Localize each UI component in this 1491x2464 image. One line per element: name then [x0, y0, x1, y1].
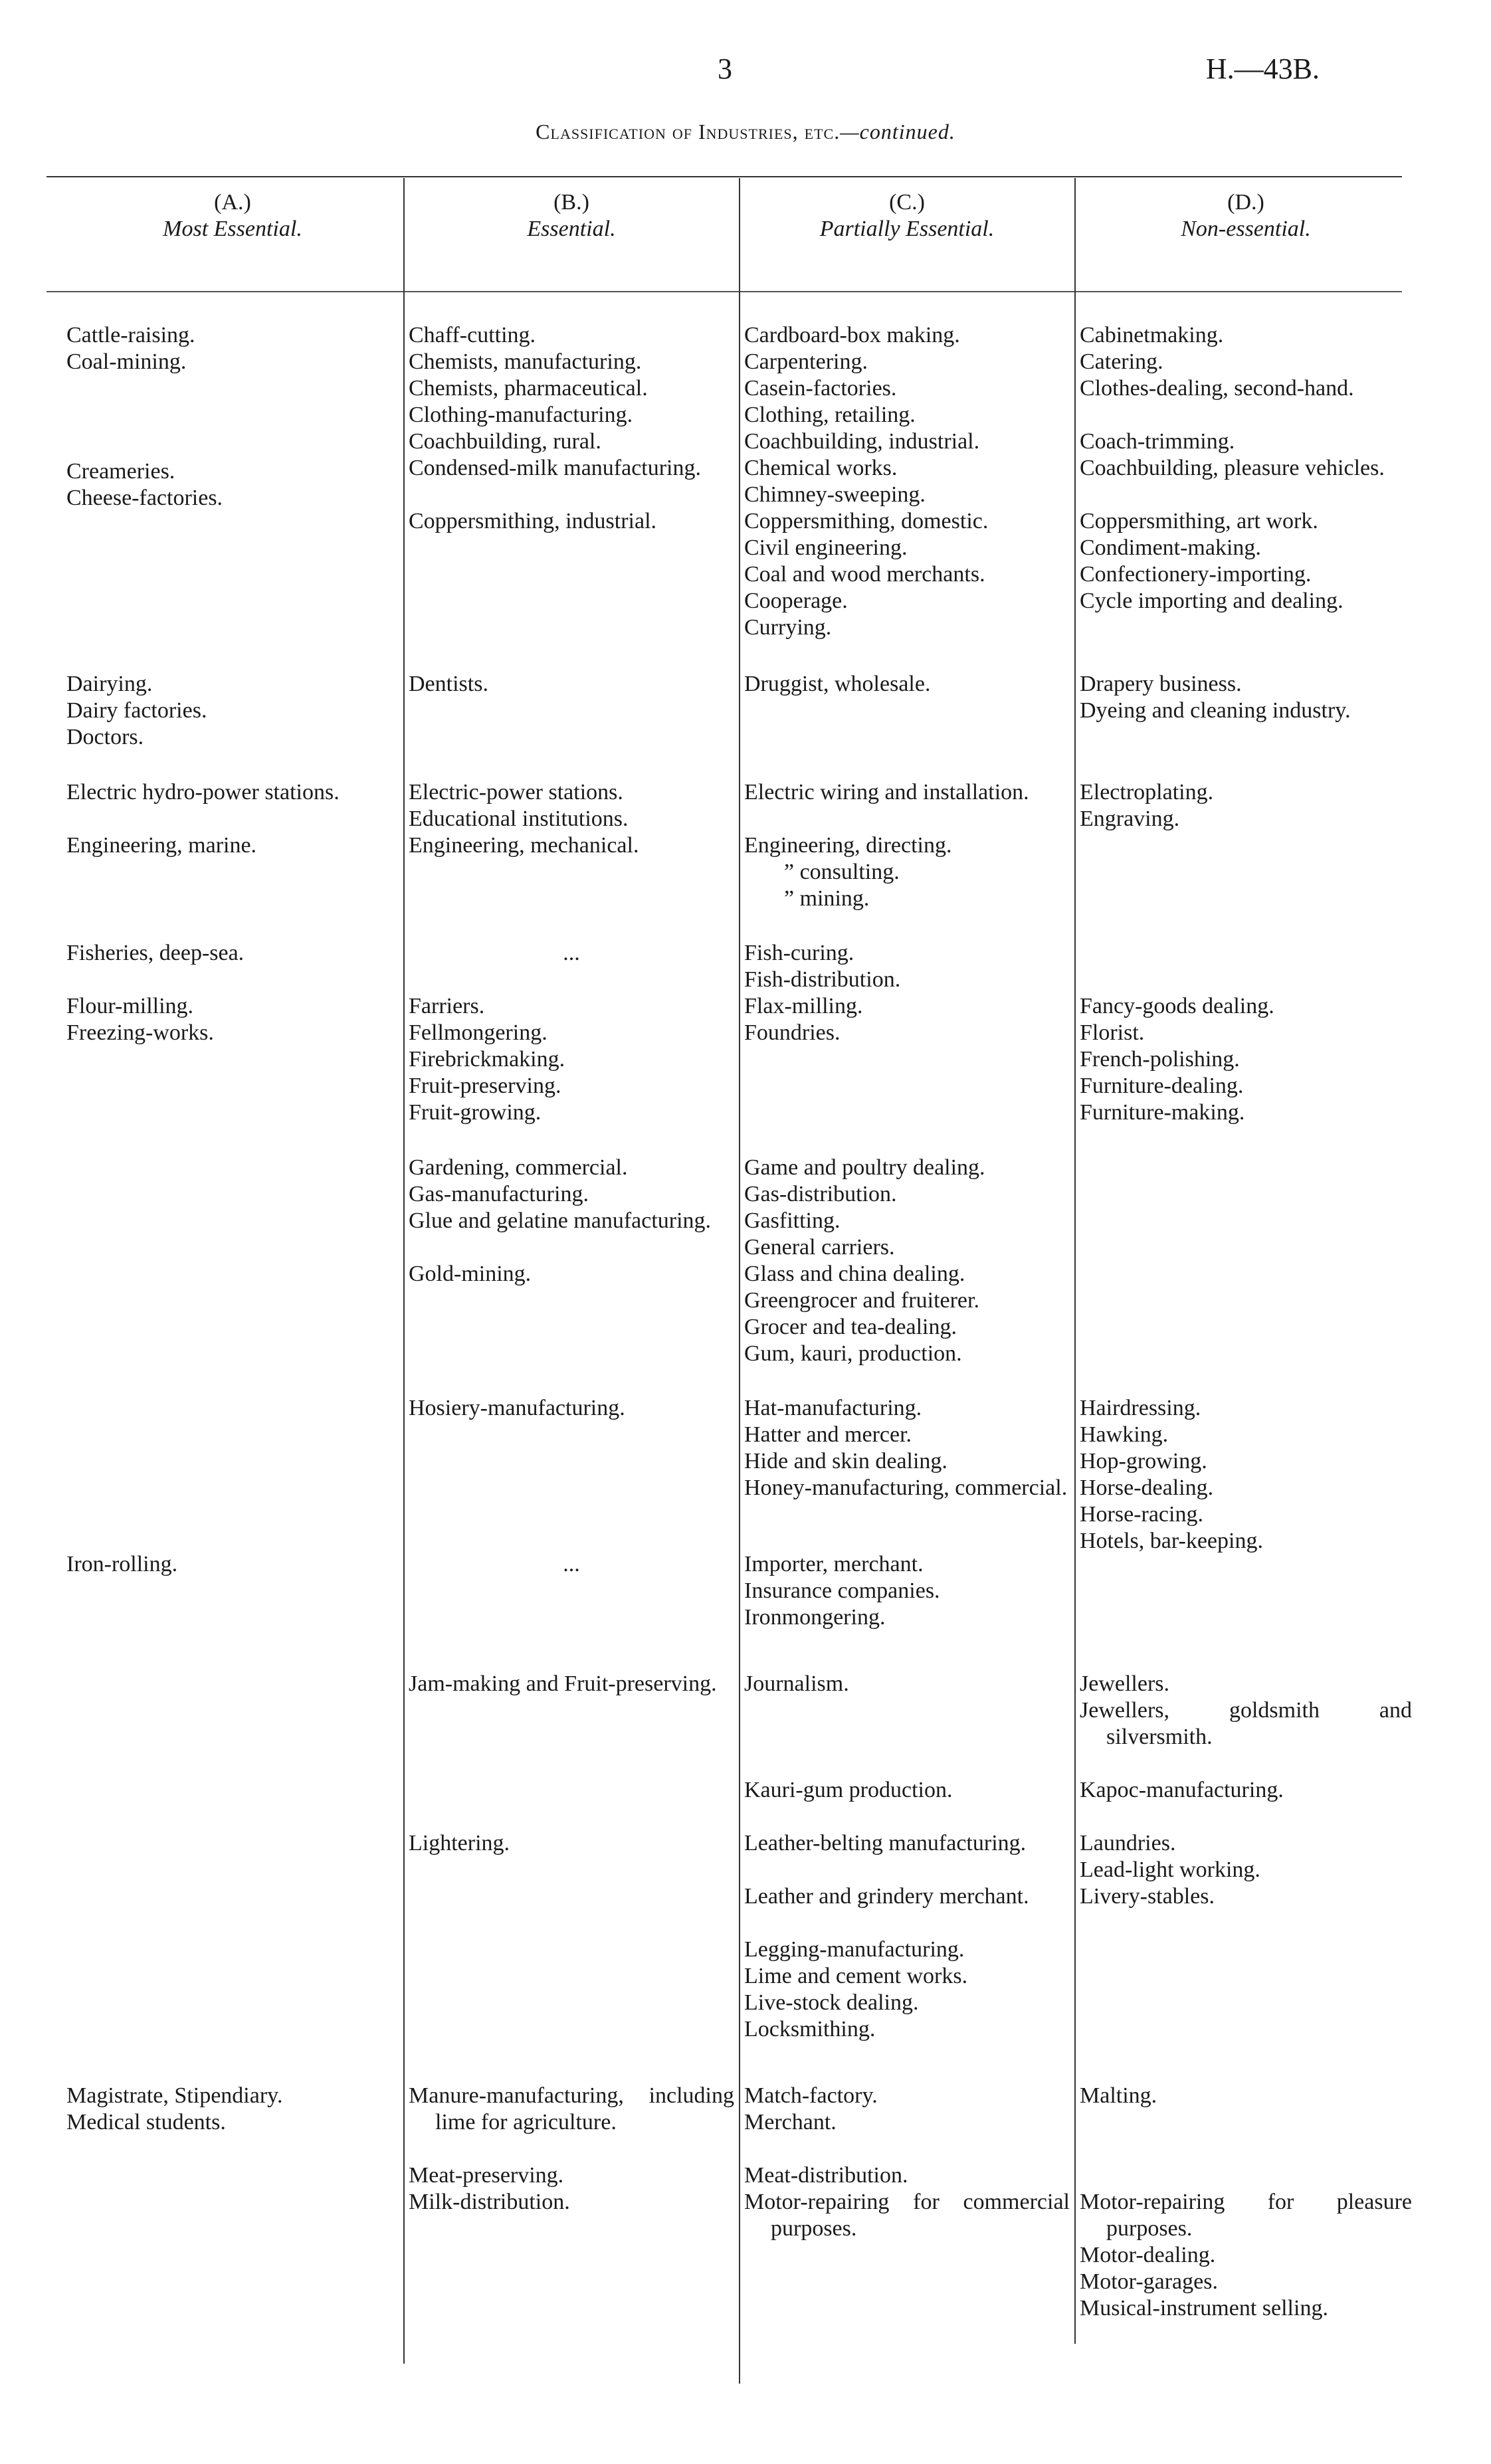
list-item: Malting. [1080, 2083, 1157, 2108]
column-header [66, 189, 399, 296]
list-item: Coppersmithing, art work. [1080, 509, 1318, 533]
list-item: Hat-manufacturing. [744, 1396, 922, 1420]
column-letter: (D.) [1227, 190, 1264, 215]
list-item: Chemists, pharmaceutical. [409, 376, 648, 401]
list-item: Flax-milling. [744, 994, 863, 1018]
list-item: Confectionery-importing. [1080, 562, 1312, 587]
list-item: Coachbuilding, pleasure vehicles. [1080, 456, 1385, 480]
column-divider-2 [739, 178, 740, 2384]
column-letter: (A.) [214, 190, 251, 215]
list-item: Hide and skin dealing. [744, 1449, 947, 1473]
list-item: Educational institutions. [409, 806, 629, 831]
top-rule [47, 176, 1402, 177]
list-item: Fancy-goods dealing. [1080, 994, 1274, 1018]
list-item: Coppersmithing, domestic. [744, 509, 989, 533]
page-number: 3 [718, 52, 732, 85]
list-item: Farriers. [409, 994, 485, 1018]
list-item: Catering. [1080, 349, 1163, 374]
list-item: Gum, kauri, production. [744, 1341, 962, 1366]
column-letter: (B.) [553, 190, 589, 215]
list-item: Locksmithing. [744, 2017, 876, 2041]
column-c [744, 189, 1070, 2241]
list-item: Hotels, bar-keeping. [1080, 1529, 1263, 1553]
list-item: ... [563, 941, 580, 965]
list-item: Motor-repairing for commercial purposes. [744, 2190, 1070, 2241]
list-item: Cattle-raising. [66, 323, 195, 347]
list-item: Electric hydro-power stations. [66, 780, 340, 805]
list-item: Hosiery-manufacturing. [409, 1396, 625, 1420]
list-item: Engraving. [1080, 806, 1180, 831]
list-item: Coachbuilding, rural. [409, 429, 601, 454]
list-item: Engineering, marine. [66, 833, 257, 858]
list-item: Hairdressing. [1080, 1396, 1201, 1420]
list-item: Merchant. [744, 2110, 837, 2134]
list-item: Ironmongering. [744, 1605, 886, 1630]
list-item: Civil engineering. [744, 535, 908, 560]
list-item: Journalism. [744, 1671, 849, 1696]
list-item: Casein-factories. [744, 376, 897, 401]
list-item: Honey-manufacturing, commercial. [744, 1475, 1068, 1500]
list-item: Gasfitting. [744, 1208, 841, 1233]
list-item: Leather and grindery merchant. [744, 1884, 1029, 1909]
list-item: Dentists. [409, 672, 488, 696]
list-item: Magistrate, Stipendiary. [66, 2083, 283, 2108]
list-item: Legging-manufacturing. [744, 1937, 965, 1962]
list-item: Medical students. [66, 2110, 226, 2134]
column-label: Essential. [527, 217, 616, 241]
list-item: Gardening, commercial. [409, 1155, 628, 1180]
list-item: Laundries. [1080, 1831, 1176, 1855]
list-item: Carpentering. [744, 349, 868, 374]
column-label: Partially Essential. [819, 217, 995, 241]
list-item: Meat-distribution. [744, 2163, 908, 2188]
list-item: ... [563, 1552, 580, 1576]
list-item: Hatter and mercer. [744, 1422, 912, 1447]
list-item: Motor-repairing for pleasure purposes. [1080, 2190, 1412, 2241]
list-item: Chimney-sweeping. [744, 482, 926, 507]
column-d [1080, 189, 1412, 2321]
list-item: Clothing-manufacturing. [409, 403, 633, 427]
list-item: Fruit-growing. [409, 1100, 542, 1125]
list-item: French-polishing. [1080, 1047, 1240, 1072]
list-item: Importer, merchant. [744, 1552, 924, 1576]
list-item: Leather-belting manufacturing. [744, 1831, 1027, 1855]
list-item: Currying. [744, 615, 832, 640]
list-item: Jewellers. [1080, 1671, 1170, 1696]
list-item: Engineering, mechanical. [409, 833, 639, 858]
list-item: Grocer and tea-dealing. [744, 1315, 957, 1339]
list-item: Engineering, directing. [744, 833, 952, 858]
list-item: Fish-distribution. [744, 967, 901, 992]
list-item: Coppersmithing, industrial. [409, 509, 657, 533]
list-item: ” consulting. [784, 860, 900, 884]
list-item: Coal and wood merchants. [744, 562, 985, 587]
list-item: General carriers. [744, 1235, 895, 1260]
list-item: Drapery business. [1080, 672, 1242, 696]
list-item: Coal-mining. [66, 349, 187, 374]
list-item: Lime and cement works. [744, 1964, 968, 1988]
title-suffix: —continued. [840, 120, 955, 143]
column-a [66, 189, 399, 2134]
list-item: Glass and china dealing. [744, 1262, 965, 1286]
list-item: Flour-milling. [66, 994, 194, 1018]
list-item: Coach-trimming. [1080, 429, 1235, 454]
list-item: Match-factory. [744, 2083, 878, 2108]
list-item: Fellmongering. [409, 1020, 547, 1045]
list-item: Lightering. [409, 1831, 510, 1855]
column-b [409, 189, 734, 2214]
column-label: Non-essential. [1181, 217, 1311, 241]
column-header [1080, 189, 1412, 296]
column-divider-1 [403, 178, 405, 2364]
list-item: Freezing-works. [66, 1020, 214, 1045]
list-item: Coachbuilding, industrial. [744, 429, 980, 454]
list-item: Chaff-cutting. [409, 323, 536, 347]
column-header [409, 189, 734, 296]
list-item: Motor-dealing. [1080, 2243, 1216, 2267]
column-divider-3 [1074, 178, 1076, 2344]
list-item: Electric wiring and installation. [744, 780, 1029, 805]
column-label: Most Essential. [163, 217, 302, 241]
list-item: Cooperage. [744, 589, 848, 613]
list-item: Greengrocer and fruiterer. [744, 1288, 979, 1313]
list-item: Fish-curing. [744, 941, 854, 965]
list-item: Gas-manufacturing. [409, 1182, 589, 1206]
list-item: Milk-distribution. [409, 2190, 570, 2214]
list-item: Glue and gelatine manufacturing. [409, 1208, 712, 1233]
list-item: Motor-garages. [1080, 2269, 1218, 2294]
list-item: Gas-distribution. [744, 1182, 897, 1206]
list-item: Doctors. [66, 725, 144, 749]
document-reference: H.—43B. [1205, 52, 1320, 85]
list-item: Manure-manufacturing, including lime for agriculture. [409, 2083, 734, 2134]
list-item: Firebrickmaking. [409, 1047, 565, 1072]
list-item: Furniture-dealing. [1080, 1074, 1244, 1098]
list-item: Hop-growing. [1080, 1449, 1207, 1473]
list-item: Condiment-making. [1080, 535, 1261, 560]
list-item: Cycle importing and dealing. [1080, 589, 1343, 613]
list-item: Hawking. [1080, 1422, 1169, 1447]
list-item: Livery-stables. [1080, 1884, 1215, 1909]
list-item: Clothes-dealing, second-hand. [1080, 376, 1354, 401]
list-item: Horse-racing. [1080, 1502, 1203, 1527]
list-item: Chemical works. [744, 456, 898, 480]
list-item: Dairying. [66, 672, 153, 696]
list-item: Kauri-gum production. [744, 1778, 953, 1802]
list-item: Game and poultry dealing. [744, 1155, 985, 1180]
list-item: Musical-instrument selling. [1080, 2296, 1328, 2321]
column-header [744, 189, 1070, 296]
title-main: Classification of Industries, etc. [536, 120, 841, 143]
list-item: Foundries. [744, 1020, 841, 1045]
list-item: Gold-mining. [409, 1262, 532, 1286]
list-item: Condensed-milk manufacturing. [409, 456, 702, 480]
list-item: Dyeing and cleaning industry. [1080, 698, 1351, 723]
list-item: Cheese-factories. [66, 486, 223, 510]
list-item: Iron-rolling. [66, 1552, 178, 1576]
list-item: Fisheries, deep-sea. [66, 941, 245, 965]
list-item: Horse-dealing. [1080, 1475, 1214, 1500]
list-item: Insurance companies. [744, 1578, 940, 1603]
list-item: Electric-power stations. [409, 780, 623, 805]
list-item: Lead-light working. [1080, 1857, 1260, 1882]
list-item: Cabinetmaking. [1080, 323, 1224, 347]
list-item: Live-stock dealing. [744, 1990, 919, 2015]
list-item: Electroplating. [1080, 780, 1214, 805]
list-item: Jewellers, goldsmith and silversmith. [1080, 1698, 1412, 1749]
column-letter: (C.) [889, 190, 925, 215]
list-item: Dairy factories. [66, 698, 207, 723]
document-title [0, 120, 1491, 144]
list-item: Druggist, wholesale. [744, 672, 931, 696]
list-item: ” mining. [784, 886, 870, 911]
list-item: Furniture-making. [1080, 1100, 1245, 1125]
list-item: Jam-making and Fruit-preserving. [409, 1671, 717, 1696]
list-item: Clothing, retailing. [744, 403, 916, 427]
list-item: Meat-preserving. [409, 2163, 564, 2188]
list-item: Creameries. [66, 459, 175, 484]
list-item: Chemists, manufacturing. [409, 349, 642, 374]
list-item: Florist. [1080, 1020, 1145, 1045]
list-item: Fruit-preserving. [409, 1074, 561, 1098]
list-item: Kapoc-manufacturing. [1080, 1778, 1284, 1802]
list-item: Cardboard-box making. [744, 323, 960, 347]
